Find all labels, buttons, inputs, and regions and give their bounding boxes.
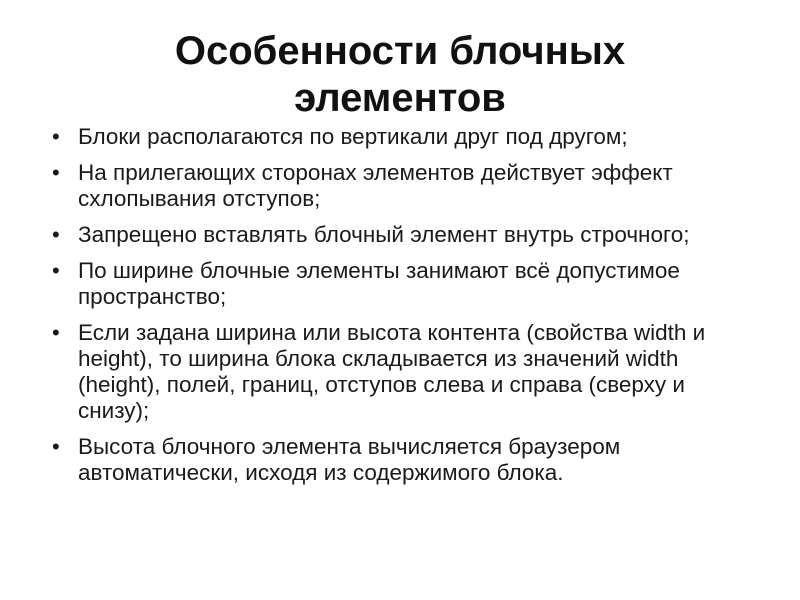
list-item — [50, 160, 755, 212]
bullet-dot-icon: • — [52, 124, 60, 149]
list-item-text: Если задана ширина или высота контента (свойства width и height), то ширина блока складывается из значений width (height), полей, границ, отступов слева и справа (сверху и снизу); — [78, 320, 706, 423]
bullet-dot-icon: • — [52, 222, 60, 247]
list-item — [50, 434, 755, 486]
list-item-text: На прилегающих сторонах элементов действует эффект схлопывания отступов; — [78, 160, 673, 211]
list-item — [50, 320, 755, 424]
bullet-dot-icon: • — [52, 434, 60, 459]
list-item — [50, 222, 755, 248]
bullet-dot-icon: • — [52, 258, 60, 283]
list-item — [50, 124, 755, 150]
list-item-text: Высота блочного элемента вычисляется браузером автоматически, исходя из содержимого блока. — [78, 434, 621, 485]
bullet-list — [50, 124, 755, 496]
list-item — [50, 258, 755, 310]
list-item-text: Запрещено вставлять блочный элемент внутрь строчного; — [78, 222, 690, 247]
slide-title: Особенности блочных элементов — [174, 29, 626, 120]
bullet-dot-icon: • — [52, 160, 60, 185]
list-item-text: Блоки располагаются по вертикали друг под другом; — [78, 124, 628, 149]
bullet-dot-icon: • — [52, 320, 60, 345]
list-item-text: По ширине блочные элементы занимают всё допустимое пространство; — [78, 258, 680, 309]
